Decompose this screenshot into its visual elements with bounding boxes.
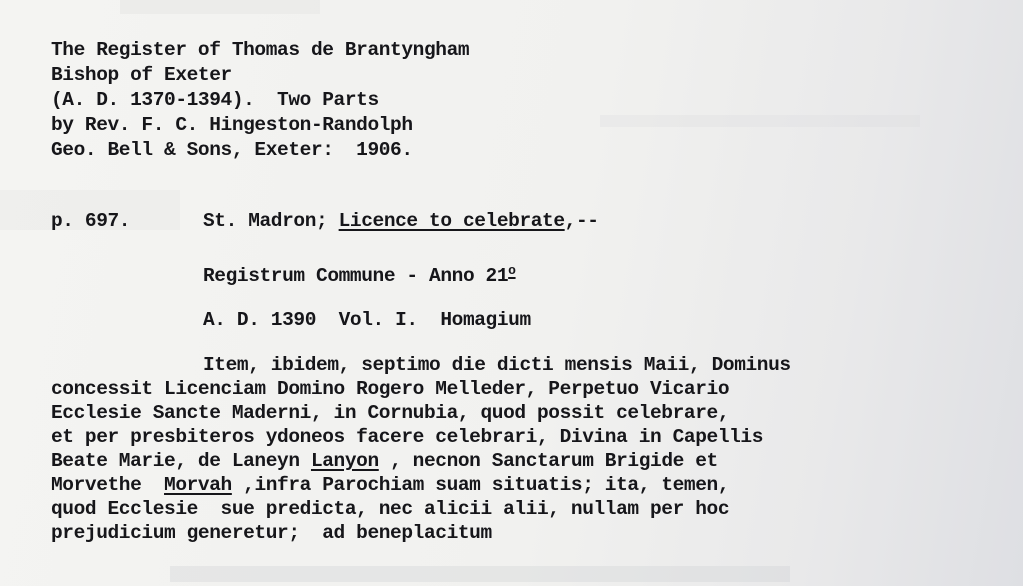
- body-line-2: concessit Licenciam Domino Rogero Melleder, Perpetuo Vicario: [51, 378, 730, 400]
- register-ordinal: o: [508, 263, 516, 278]
- body-line-6: [51, 473, 729, 497]
- header-title-line: The Register of Thomas de Brantyngham: [51, 39, 470, 61]
- bleed-through-mark: [600, 115, 920, 127]
- bleed-through-mark: [120, 0, 320, 14]
- body-line-5-a: Beate Marie, de Laneyn: [51, 450, 311, 472]
- body-line-4: et per presbiteros ydoneos facere celebrari, Divina in Capellis: [51, 426, 764, 448]
- header-author-line: by Rev. F. C. Hingeston-Randolph: [51, 114, 413, 136]
- body-line-5: [51, 449, 718, 473]
- body-line-5-c: , necnon Sanctarum Brigide et: [378, 450, 718, 472]
- body-line-8: prejudicium generetur; ad beneplacitum: [51, 522, 492, 544]
- register-line: [203, 259, 516, 288]
- bleed-through-mark: [170, 566, 790, 582]
- body-line-6-a: Morvethe: [51, 474, 165, 496]
- place-name-lanyon: Lanyon: [310, 450, 379, 472]
- register-text: Registrum Commune - Anno 21: [203, 265, 509, 287]
- entry-title-suffix: ,--: [564, 210, 599, 232]
- place-name-morvah: Morvah: [164, 474, 232, 496]
- date-line: A. D. 1390 Vol. I. Homagium: [203, 309, 531, 331]
- header-publisher-line: Geo. Bell & Sons, Exeter: 1906.: [51, 139, 413, 161]
- body-line-1: Item, ibidem, septimo die dicti mensis Maii, Dominus: [203, 354, 791, 376]
- body-line-3: Ecclesie Sancte Maderni, in Cornubia, quod possit celebrare,: [51, 402, 730, 424]
- header-subtitle-line: Bishop of Exeter: [51, 64, 232, 86]
- entry-place: St. Madron;: [203, 210, 339, 232]
- entry-heading: [203, 209, 599, 233]
- entry-title: Licence to celebrate: [338, 210, 565, 232]
- header-dates-line: (A. D. 1370-1394). Two Parts: [51, 89, 379, 111]
- body-line-6-c: ,infra Parochiam suam situatis; ita, temen,: [231, 474, 730, 496]
- page-reference: p. 697.: [51, 210, 131, 232]
- body-line-7: quod Ecclesie sue predicta, nec alicii alii, nullam per hoc: [51, 498, 730, 520]
